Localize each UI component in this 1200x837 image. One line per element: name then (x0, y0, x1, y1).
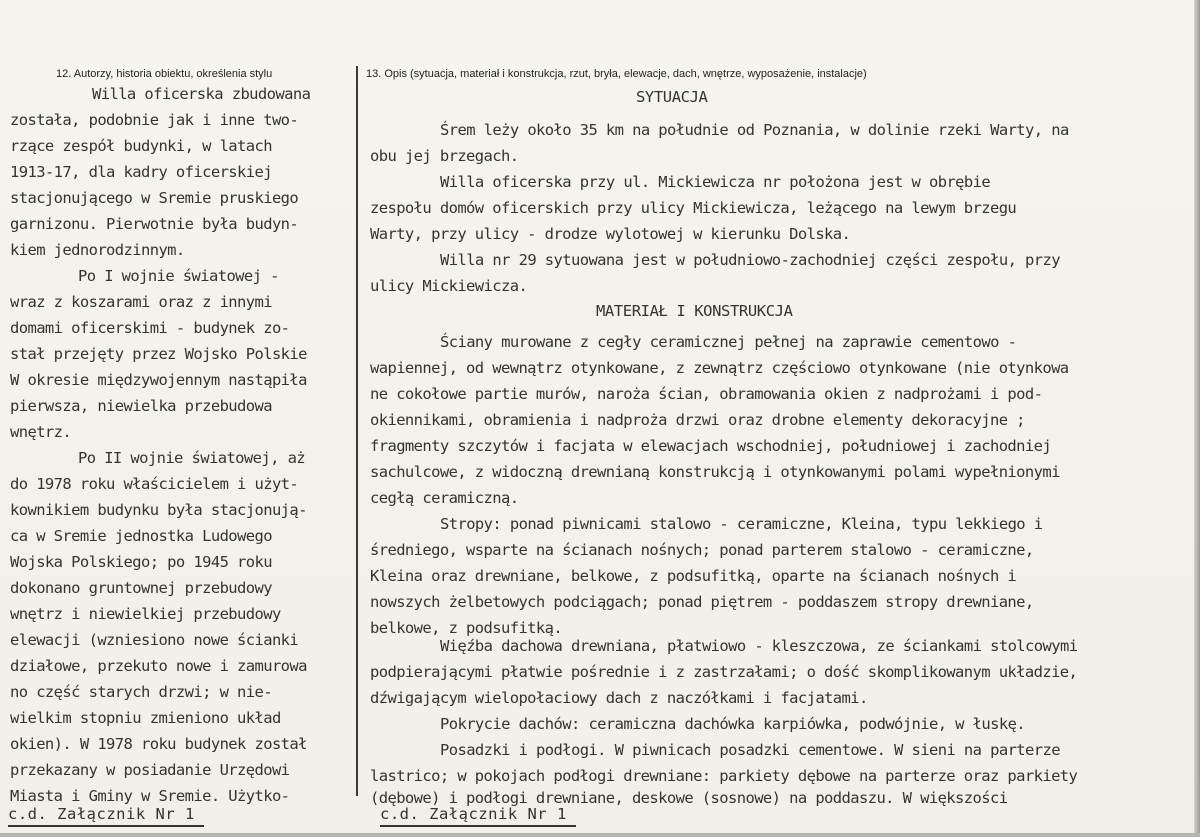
left-line: kiem jednorodzinnym. (10, 241, 185, 259)
header-left: 12. Autorzy, historia obiektu, określenia stylu (56, 68, 273, 80)
page-edge (1194, 0, 1200, 837)
left-line: ca w Sremie jednostka Ludowego (10, 527, 272, 545)
right-line: (dębowe) i podłogi drewniane, deskowe (sosnowe) na poddaszu. W większości (370, 789, 1008, 807)
right-line: nowszych żelbetowych podciągach; ponad piętrem - poddaszem stropy drewniane, (370, 593, 1034, 611)
left-line: stał przejęty przez Wojsko Polskie (10, 345, 307, 363)
right-line: dźwigającym wielopołaciowy dach z naczółkami i facjatami. (370, 689, 868, 707)
right-line: Kleina oraz drewniane, belkowe, z podsufitką, oparte na ścianach nośnych i (370, 567, 1017, 585)
heading-material: MATERIAŁ I KONSTRUKCJA (596, 302, 793, 320)
left-line: działowe, przekuto nowe i zamurowa (10, 657, 307, 675)
right-line: lastrico; w pokojach podłogi drewniane: parkiety dębowe na parterze oraz parkiety (370, 767, 1078, 785)
right-line: Śrem leży około 35 km na południe od Poznania, w dolinie rzeki Warty, na (440, 121, 1069, 139)
left-line: 1913-17, dla kadry oficerskiej (10, 163, 272, 181)
footer-right-underline (380, 825, 576, 827)
right-line: ulicy Mickiewicza. (370, 277, 528, 295)
left-line: stacjonującego w Sremie pruskiego (10, 189, 299, 207)
right-line: Posadzki i podłogi. W piwnicach posadzki cementowe. W sieni na parterze (440, 741, 1060, 759)
left-line: elewacji (wzniesiono nowe ścianki (10, 631, 299, 649)
left-line: Po II wojnie światowej, aż (78, 449, 306, 467)
right-line: Willa oficerska przy ul. Mickiewicza nr położona jest w obrębie (440, 173, 991, 191)
left-line: Miasta i Gminy w Sremie. Użytko- (10, 787, 290, 805)
footer-left: c.d. Załącznik Nr 1 (8, 805, 195, 823)
header-right: 13. Opis (sytuacja, materiał i konstrukcja, rzut, bryła, elewacje, dach, wnętrze, wyposażenie, instalacje) (366, 68, 867, 80)
left-line: no część starych drzwi; w nie- (10, 683, 272, 701)
left-line: wraz z koszarami oraz z innymi (10, 293, 272, 311)
right-line: ne cokołowe partie murów, naroża ścian, obramowania okien z nadprożami i pod- (370, 385, 1043, 403)
left-line: Wojska Polskiego; po 1945 roku (10, 553, 272, 571)
column-divider (356, 66, 358, 796)
right-line: cegłą ceramiczną. (370, 489, 519, 507)
right-line: obu jej brzegach. (370, 147, 519, 165)
right-line: podpierającymi płatwie pośrednie i z zastrzałami; o dość skomplikowanym układzie, (370, 663, 1078, 681)
right-line: średniego, wsparte na ścianach nośnych; ponad parterem stalowo - ceramiczne, (370, 541, 1034, 559)
right-line: Willa nr 29 sytuowana jest w południowo-zachodniej części zespołu, przy (440, 251, 1060, 269)
left-line: Po I wojnie światowej - (78, 267, 279, 285)
left-line: do 1978 roku właścicielem i użyt- (10, 475, 299, 493)
left-line: wnętrz i niewielkiej przebudowy (10, 605, 281, 623)
footer-left-underline (8, 825, 204, 827)
right-line: zespołu domów oficerskich przy ulicy Mickiewicza, leżącego na lewym brzegu (370, 199, 1017, 217)
right-line: sachulcowe, z widoczną drewnianą konstrukcją i otynkowanymi polami wypełnionymi (370, 463, 1060, 481)
right-line: Pokrycie dachów: ceramiczna dachówka karpiówka, podwójnie, w łuskę. (440, 715, 1026, 733)
left-line: rzące zespół budynki, w latach (10, 137, 272, 155)
left-line: przekazany w posiadanie Urzędowi (10, 761, 290, 779)
left-line: została, podobnie jak i inne two- (10, 111, 299, 129)
left-line: dokonano gruntownej przebudowy (10, 579, 272, 597)
left-line: pierwsza, niewielka przebudowa (10, 397, 272, 415)
left-line: kownikiem budynku była stacjonują- (10, 501, 307, 519)
right-line: belkowe, z podsufitką. (370, 619, 563, 637)
left-line: W okresie międzywojennym nastąpiła (10, 371, 307, 389)
right-line: Ściany murowane z cegły ceramicznej pełnej na zaprawie cementowo - (440, 333, 1017, 351)
footer-right: c.d. Załącznik Nr 1 (380, 805, 567, 823)
right-line: okiennikami, obramienia i nadproża drzwi oraz drobne elementy dekoracyjne ; (370, 411, 1025, 429)
right-line: fragmenty szczytów i facjata w elewacjach wschodniej, południowej i zachodniej (370, 437, 1052, 455)
heading-situation: SYTUACJA (636, 88, 708, 106)
left-line: domami oficerskimi - budynek zo- (10, 319, 290, 337)
left-line: wnętrz. (10, 423, 72, 441)
left-line: wielkim stopniu zmieniono układ (10, 709, 281, 727)
right-line: Więźba dachowa drewniana, płatwiowo - kleszczowa, ze ściankami stolcowymi (440, 637, 1078, 655)
page-edge-bottom (0, 833, 1200, 837)
right-line: wapiennej, od wewnątrz otynkowane, z zewnątrz częściowo otynkowane (nie otynkowa (370, 359, 1069, 377)
right-line: Warty, przy ulicy - drodze wylotowej w kierunku Dolska. (370, 225, 851, 243)
left-line: okien). W 1978 roku budynek został (10, 735, 307, 753)
left-line: Willa oficerska zbudowana (92, 85, 311, 103)
right-line: Stropy: ponad piwnicami stalowo - ceramiczne, Kleina, typu lekkiego i (440, 515, 1043, 533)
left-line: garnizonu. Pierwotnie była budyn- (10, 215, 299, 233)
